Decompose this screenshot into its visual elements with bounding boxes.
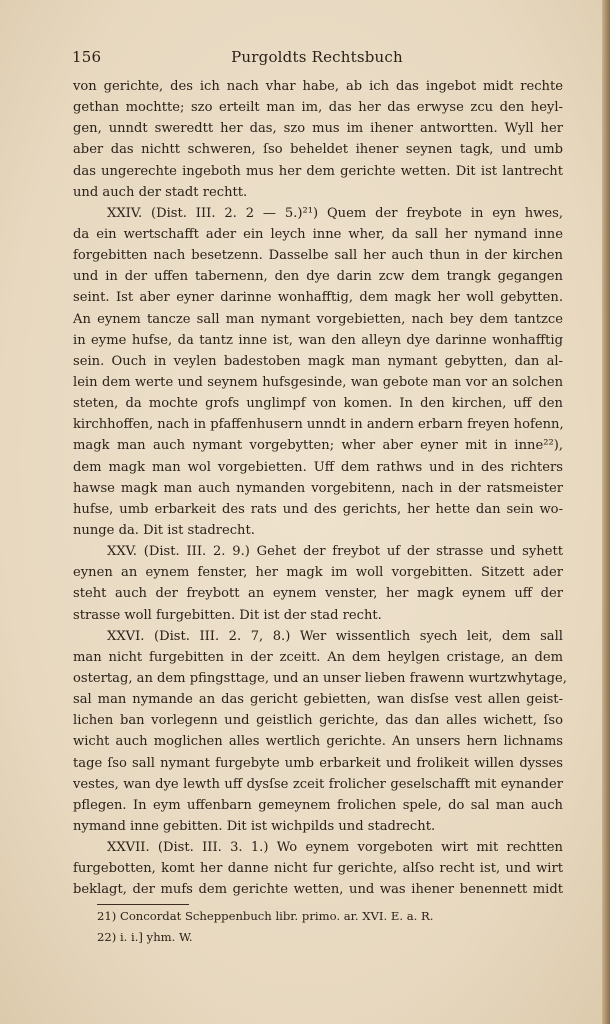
footnote-21: 21) Concordat Scheppenbuch libr. primo. ar. XVI. E. a. R. <box>97 909 434 923</box>
text-line: aber das nichtt schweren, ſso beheldet ihener seynen tagk, und umb <box>73 142 563 158</box>
text-line: vestes, wan dye lewth uff dysſse zceit frolicher geselschafft mit eynander <box>73 776 563 792</box>
running-title: Purgoldts Rechtsbuch <box>231 48 403 66</box>
text-line: das ungerechte ingeboth mus her dem gerichte wetten. Dit ist lantrecht <box>73 163 563 179</box>
footnotes <box>97 906 537 948</box>
text-line: lein dem werte und seynem hufsgesinde, wan gebote man vor an solchen <box>73 374 563 390</box>
text-line: gen, unndt sweredtt her das, szo mus im ihener antwortten. Wyll her <box>73 121 563 137</box>
text-line: hufse, umb erbarkeit des rats und des gerichts, her hette dan sein wo- <box>73 501 563 517</box>
text-line: An eynem tancze sall man nymant vorgebietten, nach bey dem tantzce <box>73 311 563 327</box>
page-number: 156 <box>72 48 102 66</box>
text-line: da ein wertschafft ader ein leych inne wher, da sall her nymand inne <box>73 226 563 242</box>
text-line: eynen an eynem fenster, her magk im woll vorgebitten. Sitzett ader <box>73 565 563 581</box>
footnote-rule <box>97 904 189 905</box>
text-line: nymand inne gebitten. Dit ist wichpilds und stadrecht. <box>73 818 436 834</box>
running-header <box>72 48 562 70</box>
text-line: furgebotten, komt her danne nicht fur gerichte, alſso recht ist, und wirt <box>73 861 563 877</box>
text-line: steht auch der freybott an eynem venster, her magk eynem uff der <box>73 586 563 602</box>
text-line: forgebitten nach besetzenn. Dasselbe sall her auch thun in der kirchen <box>73 248 563 264</box>
text-line: und in der uffen tabernenn, den dye darin zcw dem trangk gegangen <box>73 269 563 285</box>
text-line: dem magk man wol vorgebietten. Uff dem rathws und in des richters <box>73 459 563 475</box>
text-line: strasse woll furgebitten. Dit ist der stad recht. <box>73 607 382 623</box>
text-line: pflegen. In eym uffenbarn gemeynem frolichen spele, do sal man auch <box>73 797 563 813</box>
text-line: gethan mochtte; szo erteilt man im, das her das erwyse zcu den heyl- <box>73 100 563 116</box>
text-line: nunge da. Dit ist stadrecht. <box>73 522 255 538</box>
text-line: ostertag, an dem pfingsttage, und an unser lieben frawenn wurtzwhytage, <box>73 670 567 686</box>
text-line: beklagt, der mufs dem gerichte wetten, und was ihener benennett midt <box>73 882 563 898</box>
book-spine-edge <box>602 0 610 1024</box>
text-line: magk man auch nymant vorgebytten; wher aber eyner mit in inne²²), <box>73 438 563 454</box>
text-line: steten, da mochte grofs unglimpf von komen. In den kirchen, uff den <box>73 396 563 412</box>
text-line: seint. Ist aber eyner darinne wonhafftig, dem magk her woll gebytten. <box>73 290 563 306</box>
text-line: man nicht furgebitten in der zceitt. An dem heylgen cristage, an dem <box>73 649 563 665</box>
text-line: hawse magk man auch nymanden vorgebitenn, nach in der ratsmeister <box>73 480 563 496</box>
text-line: und auch der stadt rechtt. <box>73 184 248 200</box>
text-line: in eyme hufse, da tantz inne ist, wan den alleyn dye darinne wonhafftig <box>73 332 563 348</box>
main-text <box>73 76 567 900</box>
section-heading-xxiv: XXIV. (Dist. III. 2. 2 — 5.)²¹) Quem der freybote in eyn hwes, <box>107 205 563 221</box>
footnote-22: 22) i. i.] yhm. W. <box>97 930 193 944</box>
text-line: tage ſso sall nymant furgebyte umb erbarkeit und frolikeit willen dysses <box>73 755 563 771</box>
text-line: kirchhoffen, nach in pfaffenhusern unndt in andern erbarn freyen hofenn, <box>73 417 564 433</box>
section-heading-xxvii: XXVII. (Dist. III. 3. 1.) Wo eynem vorgeboten wirt mit rechtten <box>107 840 563 856</box>
text-line: sein. Ouch in veylen badestoben magk man nymant gebytten, dan al- <box>73 353 563 369</box>
section-heading-xxvi: XXVI. (Dist. III. 2. 7, 8.) Wer wissentlich syech leit, dem sall <box>107 628 563 644</box>
text-line: sal man nymande an das gericht gebietten, wan disſse vest allen geist- <box>73 692 563 708</box>
text-line: von gerichte, des ich nach vhar habe, ab ich das ingebot midt rechte <box>73 79 563 94</box>
text-line: wicht auch moglichen alles wertlich gerichte. An unsers hern lichnams <box>73 734 563 750</box>
section-heading-xxv: XXV. (Dist. III. 2. 9.) Gehet der freybot uf der strasse und syhett <box>107 544 563 560</box>
text-line: lichen ban vorlegenn und geistlich gerichte, das dan alles wichett, ſso <box>73 713 563 729</box>
